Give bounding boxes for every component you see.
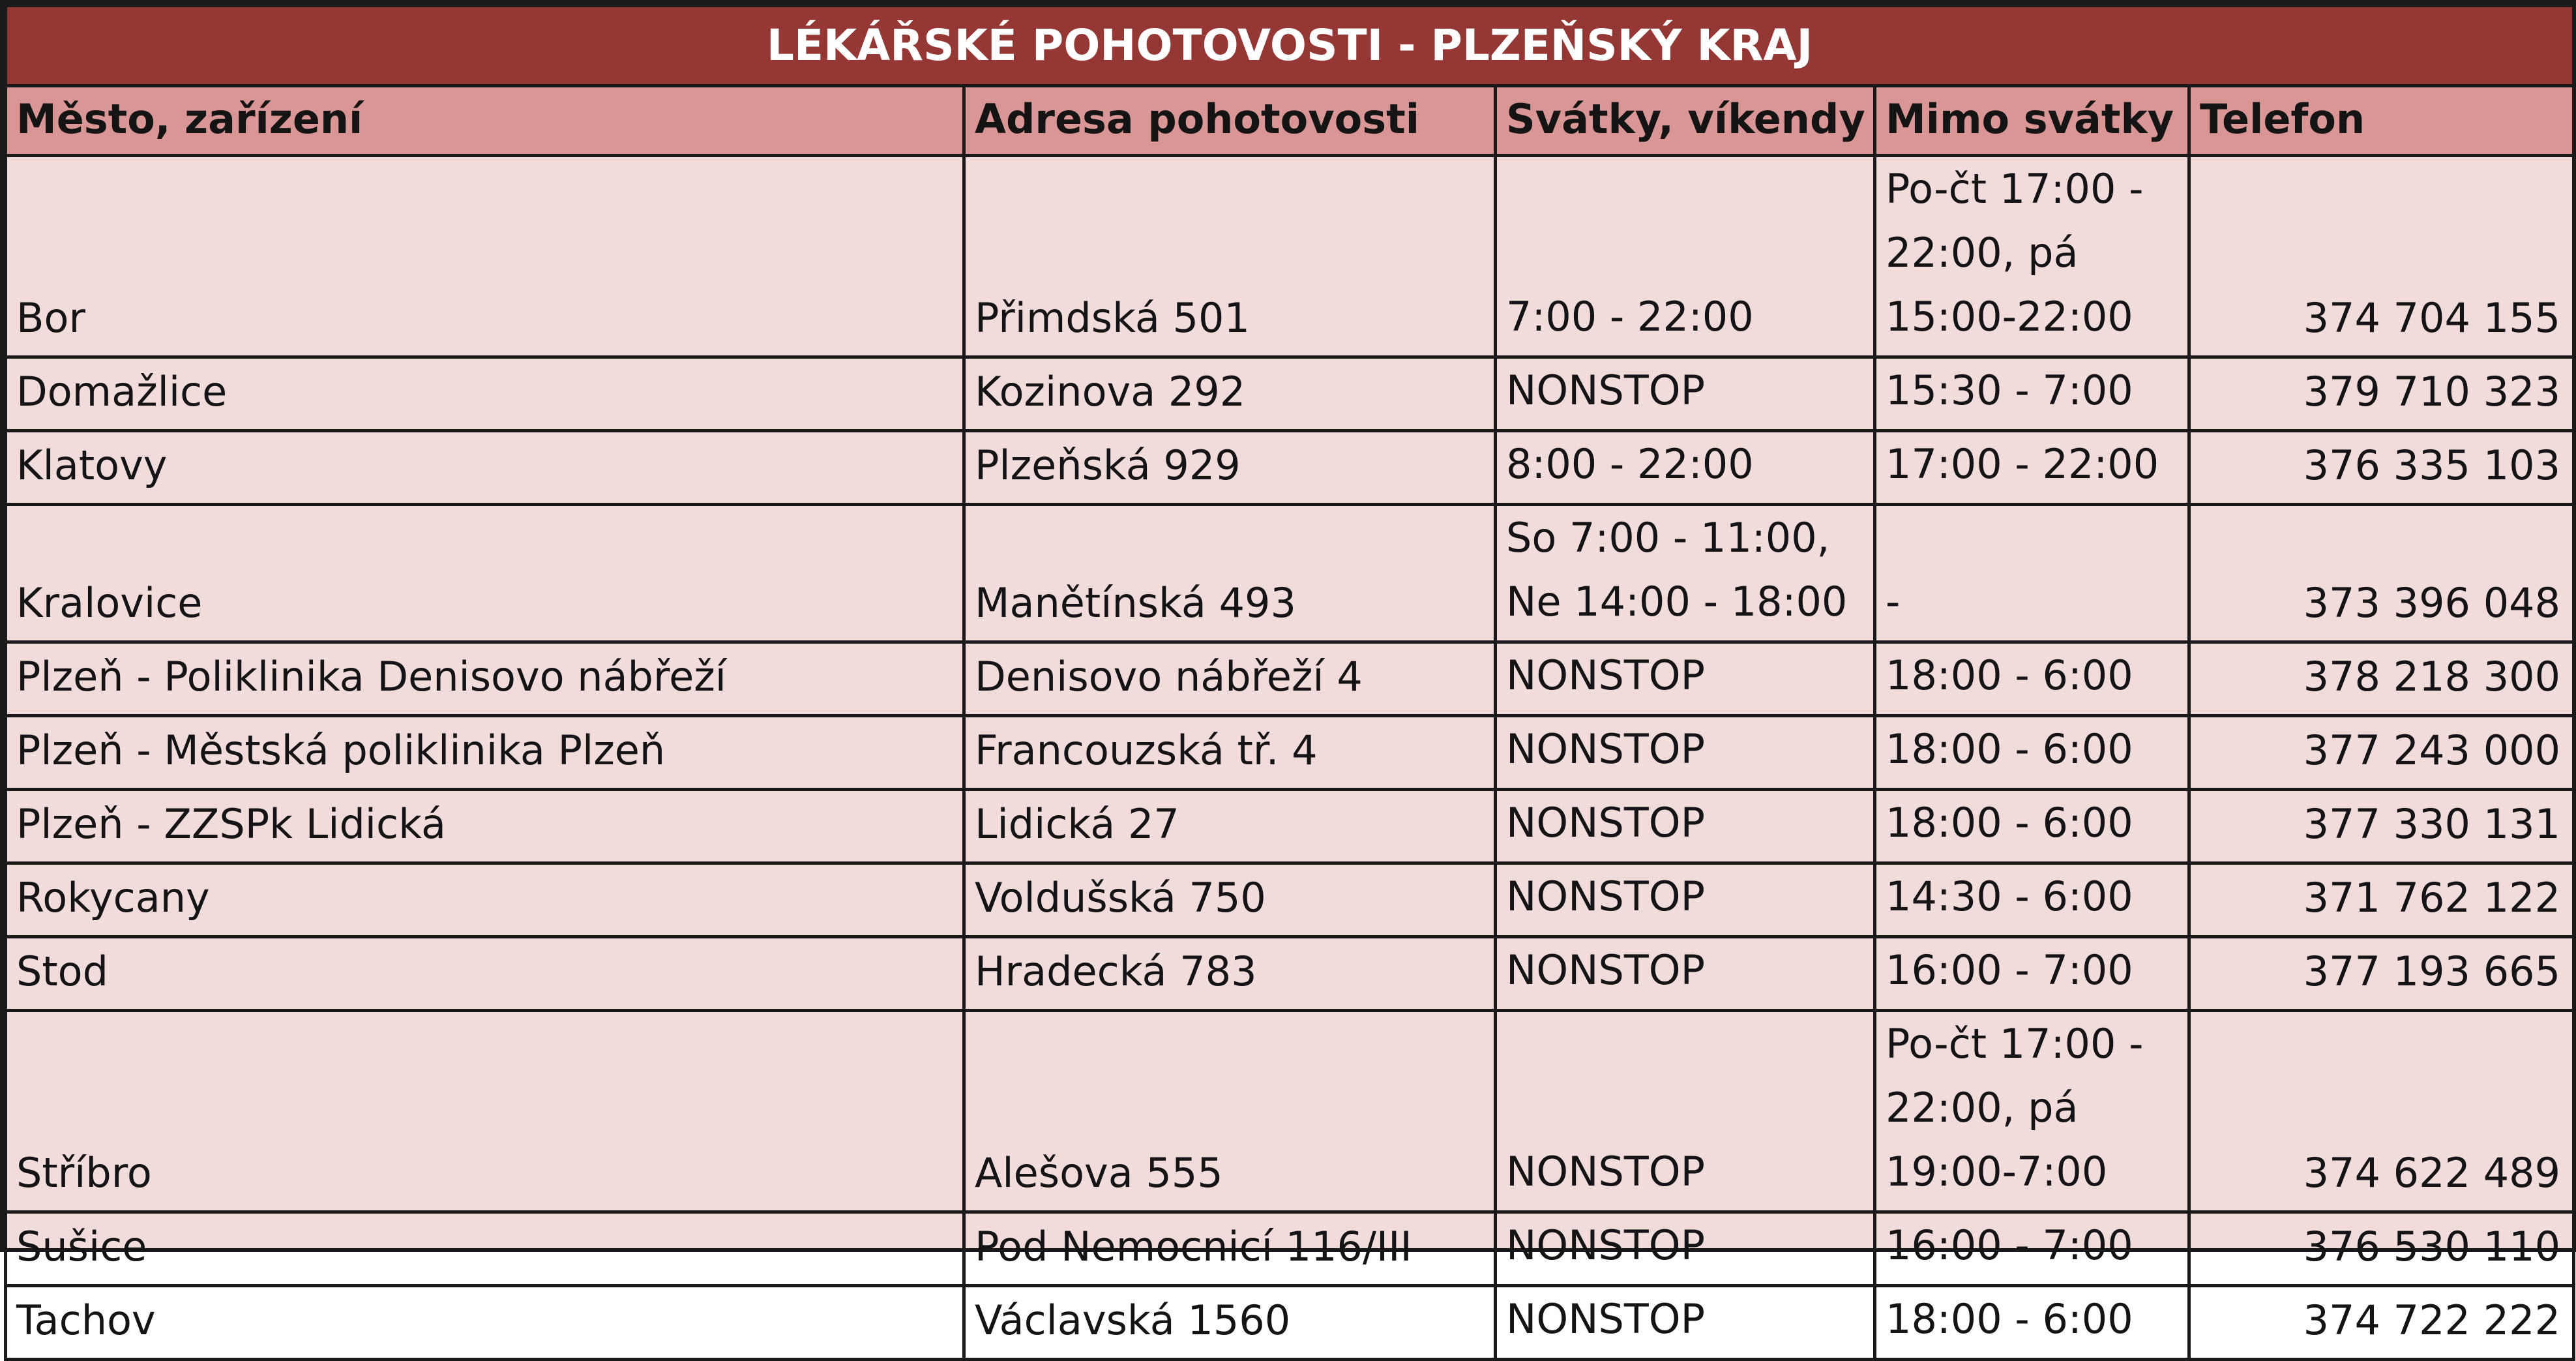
cell-weekend	[1496, 716, 1875, 790]
cell-weekend	[1496, 790, 1875, 863]
cell-city: Klatovy	[6, 431, 964, 505]
cell-city: Sušice	[6, 1212, 964, 1286]
cell-address: Alešova 555	[964, 1011, 1496, 1212]
table-row	[6, 156, 2574, 357]
cell-weekday-line: 22:00, pá	[1886, 1084, 2079, 1131]
cell-phone: 374 704 155	[2189, 156, 2574, 357]
table-row	[6, 1011, 2574, 1212]
emergency-services-table	[4, 4, 2575, 1361]
cell-weekend	[1496, 1286, 1875, 1360]
header-row	[6, 86, 2574, 156]
cell-weekday	[1875, 1212, 2189, 1286]
cell-weekday-line: 18:00 - 6:00	[1886, 651, 2133, 699]
table-row	[6, 937, 2574, 1011]
cell-weekday-line: 15:00-22:00	[1886, 293, 2133, 340]
cell-weekday	[1875, 716, 2189, 790]
cell-phone: 374 622 489	[2189, 1011, 2574, 1212]
cell-weekday-line: Po-čt 17:00 -	[1886, 1020, 2144, 1068]
table-row	[6, 431, 2574, 505]
table-title: LÉKÁŘSKÉ POHOTOVOSTI - PLZEŇSKÝ KRAJ	[6, 6, 2574, 86]
cell-weekday-line: -	[1886, 578, 1901, 625]
cell-weekend	[1496, 937, 1875, 1011]
cell-weekday	[1875, 863, 2189, 937]
cell-city: Plzeň - Městská poliklinika Plzeň	[6, 716, 964, 790]
cell-weekday	[1875, 156, 2189, 357]
cell-address: Lidická 27	[964, 790, 1496, 863]
cell-weekend-line: NONSTOP	[1506, 1221, 1705, 1269]
cell-weekend-line: So 7:00 - 11:00,	[1506, 514, 1830, 561]
cell-phone: 378 218 300	[2189, 642, 2574, 716]
cell-weekend-line: 7:00 - 22:00	[1506, 293, 1754, 340]
cell-city: Plzeň - ZZSPk Lidická	[6, 790, 964, 863]
cell-weekday-line: 16:00 - 7:00	[1886, 946, 2133, 994]
cell-city: Stod	[6, 937, 964, 1011]
cell-address: Plzeňská 929	[964, 431, 1496, 505]
cell-address: Václavská 1560	[964, 1286, 1496, 1360]
cell-address: Pod Nemocnicí 116/III	[964, 1212, 1496, 1286]
table-row	[6, 1212, 2574, 1286]
cell-weekday	[1875, 790, 2189, 863]
table-row	[6, 1286, 2574, 1360]
cell-weekend	[1496, 431, 1875, 505]
cell-weekend-line: 8:00 - 22:00	[1506, 440, 1754, 488]
cell-weekday-line: 15:30 - 7:00	[1886, 366, 2133, 414]
cell-weekday-line: 22:00, pá	[1886, 229, 2079, 277]
cell-weekend-line: NONSTOP	[1506, 651, 1705, 699]
cell-address: Kozinova 292	[964, 357, 1496, 431]
cell-weekend	[1496, 1011, 1875, 1212]
cell-weekday	[1875, 1011, 2189, 1212]
cell-weekday-line: 18:00 - 6:00	[1886, 1295, 2133, 1343]
cell-weekend-line: NONSTOP	[1506, 873, 1705, 920]
cell-phone: 373 396 048	[2189, 505, 2574, 642]
cell-address: Hradecká 783	[964, 937, 1496, 1011]
table-row	[6, 716, 2574, 790]
cell-phone: 376 335 103	[2189, 431, 2574, 505]
cell-weekend	[1496, 1212, 1875, 1286]
cell-weekday	[1875, 357, 2189, 431]
column-header-weekday: Mimo svátky	[1875, 86, 2189, 156]
table-row	[6, 505, 2574, 642]
cell-city: Rokycany	[6, 863, 964, 937]
cell-address: Denisovo nábřeží 4	[964, 642, 1496, 716]
cell-city: Kralovice	[6, 505, 964, 642]
cell-city: Stříbro	[6, 1011, 964, 1212]
cell-weekend	[1496, 156, 1875, 357]
column-header-city: Město, zařízení	[6, 86, 964, 156]
cell-city: Plzeň - Poliklinika Denisovo nábřeží	[6, 642, 964, 716]
cell-weekday-line: 19:00-7:00	[1886, 1148, 2108, 1195]
cell-weekend	[1496, 357, 1875, 431]
column-header-phone: Telefon	[2189, 86, 2574, 156]
cell-weekday-line: 14:30 - 6:00	[1886, 873, 2133, 920]
cell-weekday	[1875, 937, 2189, 1011]
cell-weekend-line: Ne 14:00 - 18:00	[1506, 578, 1848, 625]
cell-weekend	[1496, 642, 1875, 716]
cell-phone: 376 530 110	[2189, 1212, 2574, 1286]
cell-weekend-line: NONSTOP	[1506, 725, 1705, 773]
cell-weekend	[1496, 505, 1875, 642]
cell-weekday-line: 18:00 - 6:00	[1886, 799, 2133, 846]
cell-weekend-line: NONSTOP	[1506, 1148, 1705, 1195]
cell-weekday-line: 18:00 - 6:00	[1886, 725, 2133, 773]
cell-phone: 371 762 122	[2189, 863, 2574, 937]
cell-address: Manětínská 493	[964, 505, 1496, 642]
cell-city: Tachov	[6, 1286, 964, 1360]
cell-weekday	[1875, 1286, 2189, 1360]
cell-weekday	[1875, 431, 2189, 505]
cell-weekday-line: 16:00 - 7:00	[1886, 1221, 2133, 1269]
cell-city: Domažlice	[6, 357, 964, 431]
cell-weekday	[1875, 505, 2189, 642]
cell-address: Francouzská tř. 4	[964, 716, 1496, 790]
cell-phone: 377 330 131	[2189, 790, 2574, 863]
title-row	[6, 6, 2574, 86]
cell-phone: 374 722 222	[2189, 1286, 2574, 1360]
cell-phone: 377 193 665	[2189, 937, 2574, 1011]
table-row	[6, 790, 2574, 863]
cell-weekend-line: NONSTOP	[1506, 1295, 1705, 1343]
table-row	[6, 642, 2574, 716]
cell-weekend-line: NONSTOP	[1506, 366, 1705, 414]
cell-weekday-line: Po-čt 17:00 -	[1886, 165, 2144, 213]
cell-weekday-line: 17:00 - 22:00	[1886, 440, 2159, 488]
cell-weekend	[1496, 863, 1875, 937]
cell-weekend-line: NONSTOP	[1506, 946, 1705, 994]
cell-weekday	[1875, 642, 2189, 716]
table-row	[6, 863, 2574, 937]
cell-city: Bor	[6, 156, 964, 357]
column-header-address: Adresa pohotovosti	[964, 86, 1496, 156]
column-header-weekend: Svátky, víkendy	[1496, 86, 1875, 156]
table-row	[6, 357, 2574, 431]
cell-weekend-line: NONSTOP	[1506, 799, 1705, 846]
table-body	[6, 156, 2574, 1360]
cell-phone: 379 710 323	[2189, 357, 2574, 431]
cell-address: Přimdská 501	[964, 156, 1496, 357]
cell-address: Voldušská 750	[964, 863, 1496, 937]
cell-phone: 377 243 000	[2189, 716, 2574, 790]
